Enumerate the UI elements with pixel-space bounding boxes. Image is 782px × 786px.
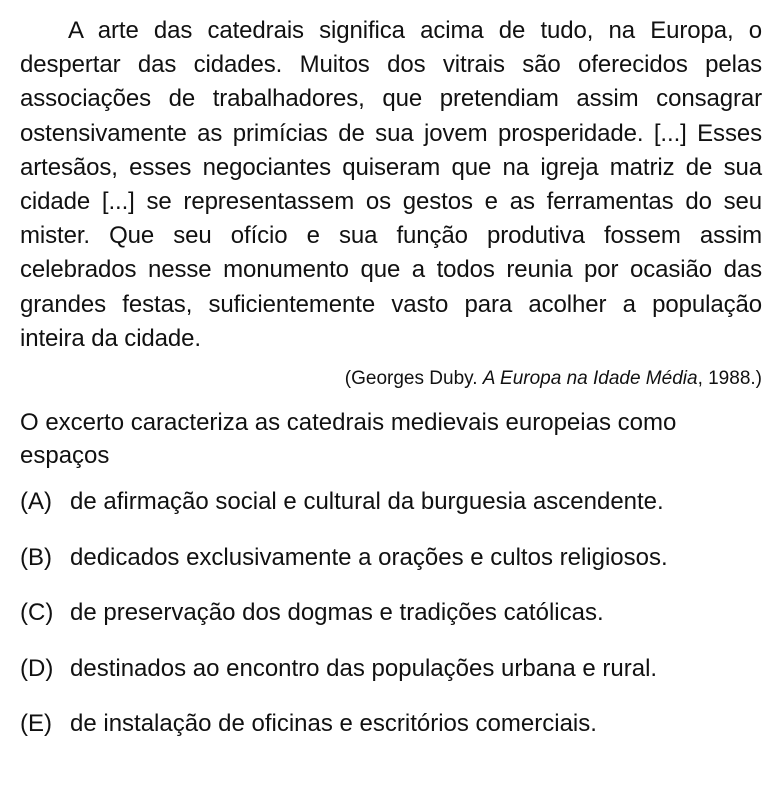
option-text: de instalação de oficinas e escritórios comerciais. <box>70 710 597 738</box>
citation-prefix: (Georges Duby. <box>344 368 483 390</box>
citation-suffix: , 1988.) <box>697 368 762 390</box>
option-c[interactable] <box>20 598 762 628</box>
option-letter: (D) <box>20 654 54 682</box>
option-letter: (A) <box>20 488 52 516</box>
option-text: de preservação dos dogmas e tradições católicas. <box>70 599 604 627</box>
passage-citation <box>20 366 762 392</box>
citation-book-title: A Europa na Idade Média <box>482 368 698 390</box>
option-text: destinados ao encontro das populações urbana e rural. <box>70 654 658 682</box>
option-letter: (B) <box>20 543 52 571</box>
option-text: de afirmação social e cultural da burguesia ascendente. <box>70 488 664 516</box>
source-passage: A arte das catedrais significa acima de tudo, na Europa, o despertar das cidades. Muitos dos vitrais são oferecidos pelas associações de trabalhadores, que pretendiam assim consagrar ostensivamente as primícias de sua jovem prosperidade. [...] Esses artesãos, esses negociantes quiseram que na igreja matriz de sua cidade [...] se representassem os gestos e as ferramentas do seu mister. Que seu ofício e sua função produtiva fossem assim celebrados nesse monumento que a todos reunia por ocasião das grandes festas, suficientemente vasto para acolher a população inteira da cidade. <box>20 17 762 352</box>
option-a[interactable] <box>20 487 762 517</box>
answer-options <box>20 487 762 739</box>
question-stem: O excerto caracteriza as catedrais medievais europeias como espaços <box>20 409 677 470</box>
option-letter: (C) <box>20 599 54 627</box>
option-letter: (E) <box>20 710 52 738</box>
option-text: dedicados exclusivamente a orações e cultos religiosos. <box>70 543 668 571</box>
option-e[interactable] <box>20 709 762 739</box>
option-b[interactable] <box>20 543 762 573</box>
option-d[interactable] <box>20 654 762 684</box>
